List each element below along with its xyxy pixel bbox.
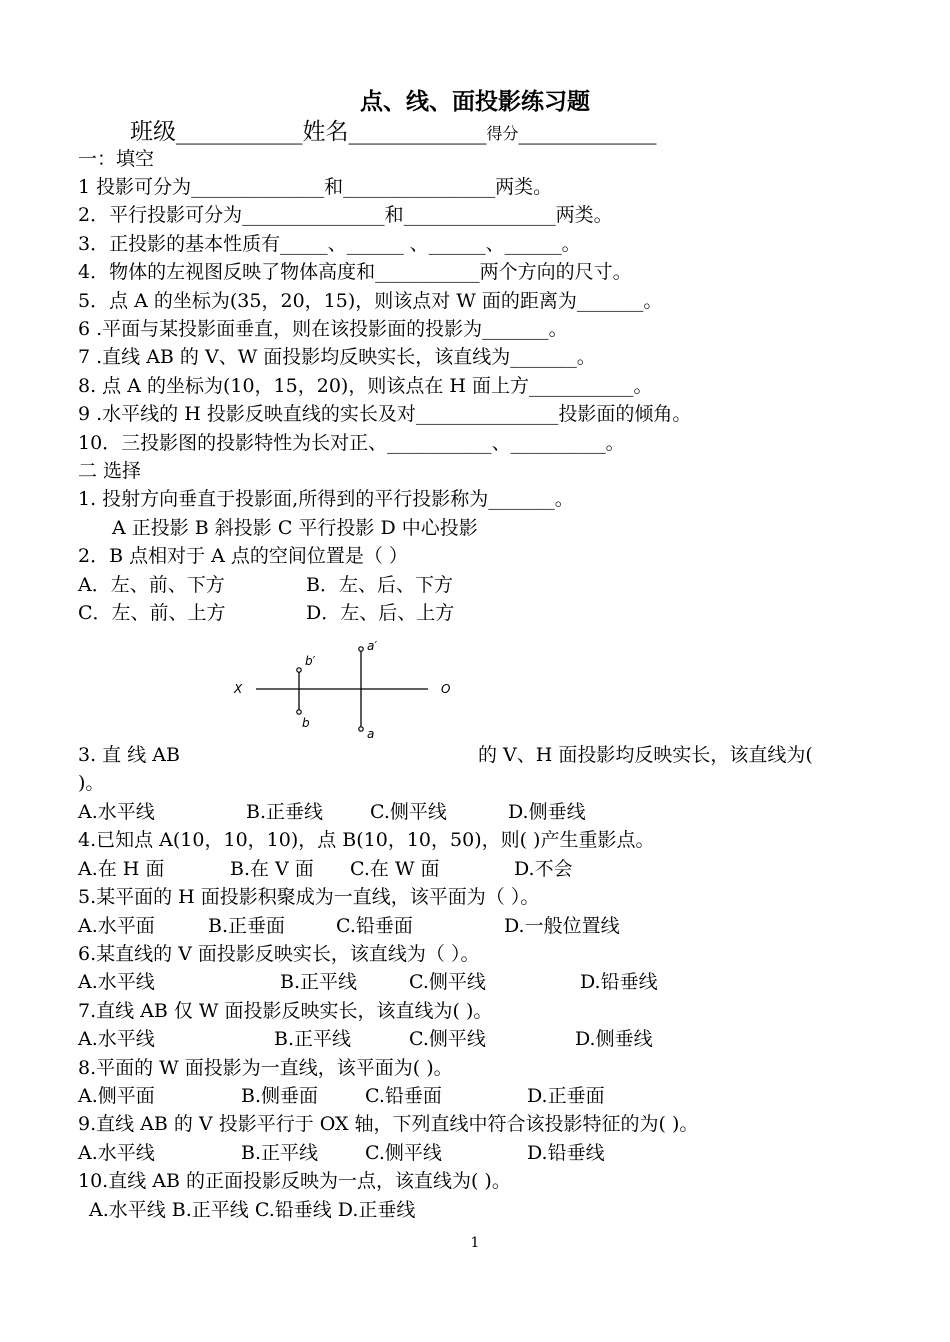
q8-option-d[interactable]: D.正垂面 — [527, 1085, 605, 1107]
q7-option-d[interactable]: D.侧垂线 — [575, 1028, 653, 1050]
q7-option-b[interactable]: B.正平线 — [274, 1028, 352, 1050]
point-a — [359, 727, 363, 731]
choice-question-2-options-row1 — [78, 573, 798, 597]
class-blank[interactable]: ___________ — [176, 119, 303, 145]
fill-question-2: 2．平行投影可分为_______________和________________两类。 — [78, 204, 613, 226]
q8-option-b[interactable]: B.侧垂面 — [241, 1085, 319, 1107]
q3-option-b[interactable]: B.正垂线 — [246, 801, 324, 823]
q9-option-c[interactable]: C.侧平线 — [365, 1142, 442, 1164]
fill-question-9: 9 .水平线的 H 投影反映直线的实长及对_______________投影面的倾角。 — [78, 403, 692, 425]
q6-option-b[interactable]: B.正平线 — [280, 971, 358, 993]
point-b-prime — [297, 668, 301, 672]
choice-question-1-options: A 正投影 B 斜投影 C 平行投影 D 中心投影 — [112, 517, 478, 539]
q10-options: A.水平线 B.正平线 C.铅垂线 D.正垂线 — [89, 1199, 416, 1221]
q4-option-d[interactable]: D.不会 — [514, 858, 573, 880]
q8-option-a[interactable]: A.侧平面 — [78, 1085, 155, 1107]
fill-question-5: 5．点 A 的坐标为(35，20，15)，则该点对 W 面的距离为_______。 — [78, 290, 663, 312]
q3-option-c[interactable]: C.侧平线 — [370, 801, 447, 823]
q4-option-c[interactable]: C.在 W 面 — [350, 858, 440, 880]
q5-option-d[interactable]: D.一般位置线 — [504, 915, 620, 937]
label-b: b — [302, 716, 310, 730]
q4-options — [78, 857, 798, 881]
fill-question-8: 8. 点 A 的坐标为(10，15，20)，则该点在 H 面上方___________。 — [78, 375, 653, 397]
page-title: 点、线、面投影练习题 — [360, 88, 590, 115]
q5-option-a[interactable]: A.水平面 — [78, 915, 155, 937]
q9-option-b[interactable]: B.正平线 — [241, 1142, 319, 1164]
q9-options — [78, 1141, 798, 1165]
section1-heading: 一：填空 — [78, 148, 155, 170]
q3-stem-left: 3. 直 线 AB — [78, 744, 180, 766]
choice-question-7: 7.直线 AB 仅 W 面投影反映实长，该直线为( )。 — [78, 1000, 493, 1022]
page-number: 1 — [470, 1235, 480, 1251]
q2-option-d[interactable]: D．左、后、上方 — [306, 602, 455, 624]
q7-options — [78, 1027, 798, 1051]
choice-question-2-options-row2 — [78, 601, 798, 625]
q7-option-a[interactable]: A.水平线 — [78, 1028, 155, 1050]
label-a-prime: a′ — [367, 640, 378, 653]
choice-question-3 — [78, 743, 878, 767]
choice-question-6: 6.某直线的 V 面投影反映实长，该直线为（ ）。 — [78, 943, 480, 965]
q9-option-d[interactable]: D.铅垂线 — [527, 1142, 605, 1164]
student-info-header — [130, 118, 657, 148]
q2-option-a[interactable]: A．左、前、下方 — [78, 574, 225, 596]
choice-question-1: 1. 投射方向垂直于投影面,所得到的平行投影称为_______。 — [78, 488, 574, 510]
q3-stem-right: 的 V、H 面投影均反映实长，该直线为( — [478, 744, 813, 766]
choice-question-2: 2．B 点相对于 A 点的空间位置是（ ） — [78, 545, 408, 567]
choice-question-9: 9.直线 AB 的 V 投影平行于 OX 轴，下列直线中符合该投影特征的为( )。 — [78, 1113, 699, 1135]
section2-heading: 二 选择 — [78, 460, 142, 482]
choice-question-4: 4.已知点 A(10，10，10)，点 B(10，10，50)，则( )产生重影点。 — [78, 829, 655, 851]
q6-option-c[interactable]: C.侧平线 — [409, 971, 486, 993]
class-label: 班级 — [130, 119, 176, 145]
q8-options — [78, 1084, 798, 1108]
q7-option-c[interactable]: C.侧平线 — [409, 1028, 486, 1050]
point-a-prime — [359, 647, 363, 651]
q4-option-a[interactable]: A.在 H 面 — [78, 858, 165, 880]
fill-question-4: 4．物体的左视图反映了物体高度和___________两个方向的尺寸。 — [78, 261, 632, 283]
score-label: 得分 — [486, 124, 519, 143]
name-label: 姓名 — [302, 119, 349, 145]
choice-question-8: 8.平面的 W 面投影为一直线，该平面为( )。 — [78, 1057, 453, 1079]
choice-question-10: 10.直线 AB 的正面投影反映为一点，该直线为( )。 — [78, 1170, 511, 1192]
fill-question-10: 10．三投影图的投影特性为长对正、___________、__________。 — [78, 432, 625, 454]
q3-options — [78, 800, 798, 824]
label-x: X — [234, 682, 243, 696]
q3-option-a[interactable]: A.水平线 — [78, 801, 155, 823]
q6-option-d[interactable]: D.铅垂线 — [580, 971, 658, 993]
label-a: a — [367, 727, 375, 741]
q8-option-c[interactable]: C.铅垂面 — [365, 1085, 442, 1107]
fill-question-3: 3．正投影的基本性质有_____、______ 、______、______。 — [78, 233, 581, 255]
name-blank[interactable]: ____________ — [348, 119, 487, 145]
q3-stem-end: )。 — [78, 772, 105, 794]
q2-option-b[interactable]: B．左、后、下方 — [306, 574, 453, 596]
q9-option-a[interactable]: A.水平线 — [78, 1142, 155, 1164]
score-blank[interactable]: ____________ — [518, 119, 657, 145]
point-b — [297, 710, 301, 714]
q5-options — [78, 914, 798, 938]
q4-option-b[interactable]: B.在 V 面 — [230, 858, 314, 880]
q6-option-a[interactable]: A.水平线 — [78, 971, 155, 993]
choice-question-5: 5.某平面的 H 面投影积聚成为一直线，该平面为（ ）。 — [78, 886, 540, 908]
q5-option-b[interactable]: B.正垂面 — [208, 915, 286, 937]
q3-option-d[interactable]: D.侧垂线 — [508, 801, 586, 823]
fill-question-7: 7 .直线 AB 的 V、W 面投影均反映实长，该直线为_______。 — [78, 346, 596, 368]
q6-options — [78, 970, 798, 994]
q2-option-c[interactable]: C．左、前、上方 — [78, 602, 226, 624]
fill-question-1: 1 投影可分为______________和________________两类。 — [78, 176, 553, 198]
label-o: O — [441, 682, 451, 696]
projection-diagram — [228, 640, 468, 745]
fill-question-6: 6 .平面与某投影面垂直，则在该投影面的投影为_______。 — [78, 318, 568, 340]
q5-option-c[interactable]: C.铅垂面 — [336, 915, 413, 937]
label-b-prime: b′ — [305, 654, 316, 668]
